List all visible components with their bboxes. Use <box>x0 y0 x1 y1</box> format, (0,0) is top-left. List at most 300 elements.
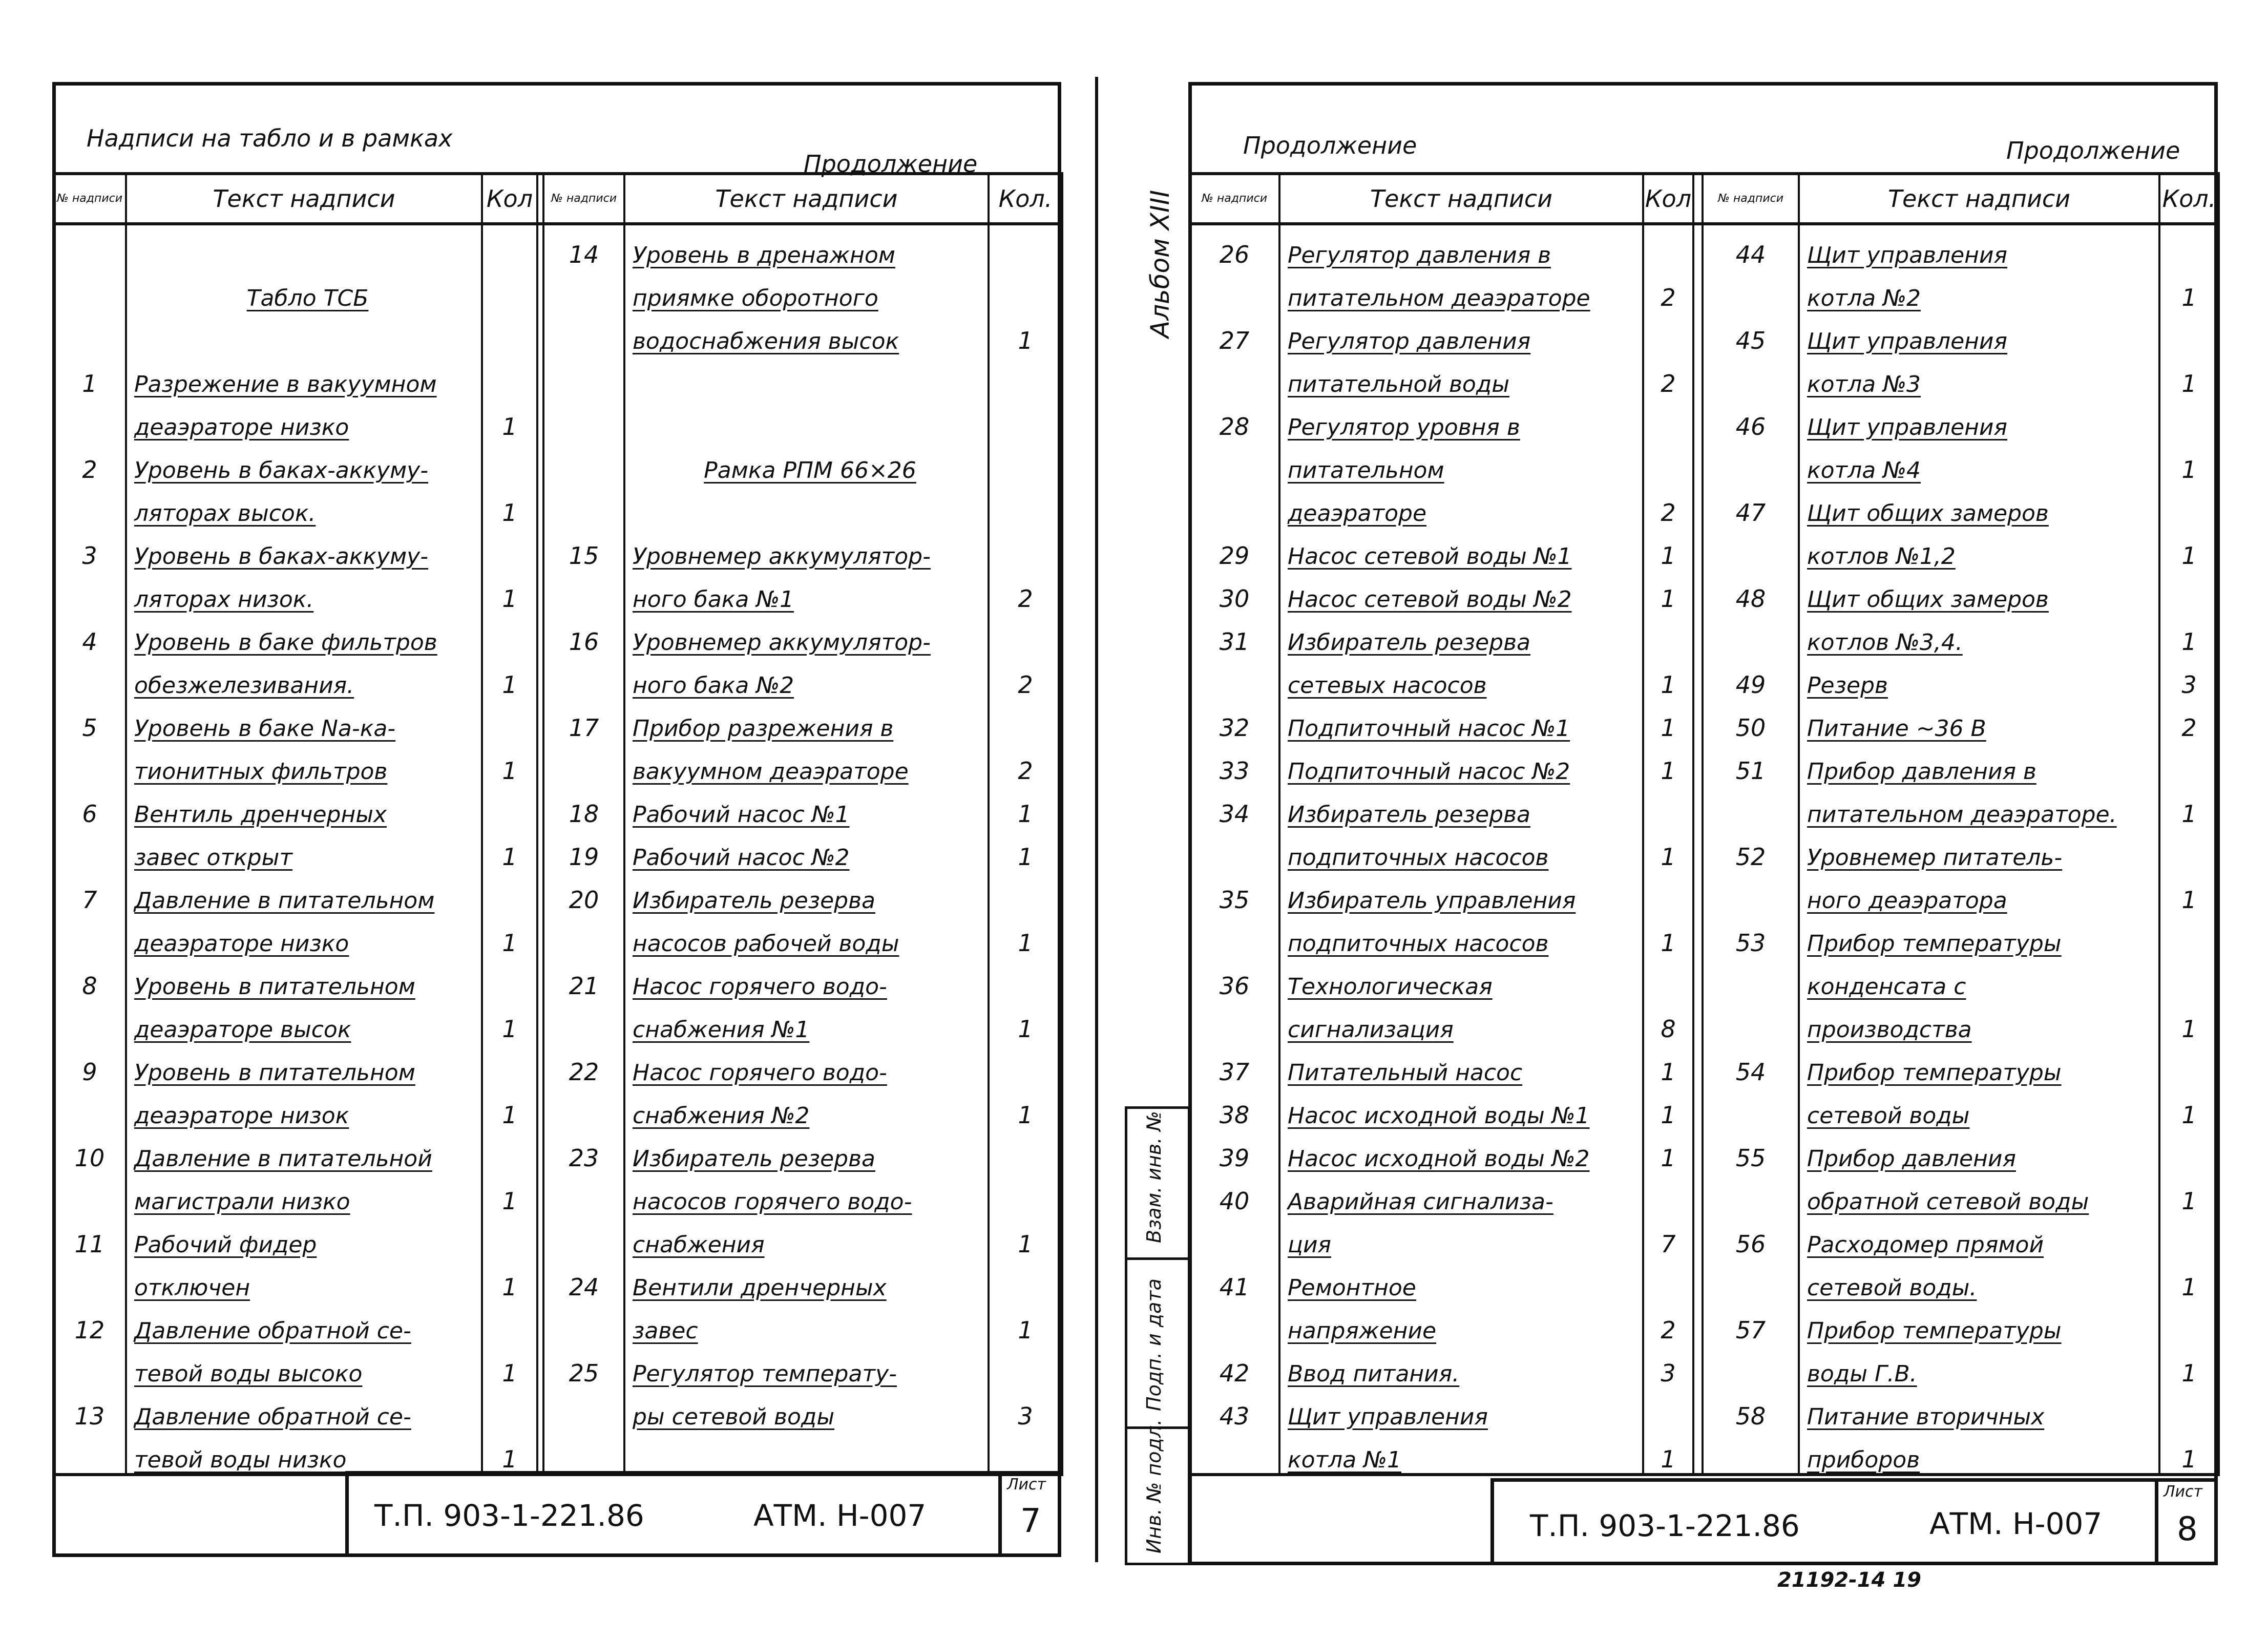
label-number: 52 <box>1703 828 1799 871</box>
col-qty-header: Кол. <box>2159 174 2219 224</box>
label-text: Насос горячего водо- <box>624 957 989 1000</box>
label-text: сетевой воды <box>1799 1086 2159 1129</box>
label-quantity: 1 <box>482 1086 537 1129</box>
label-number <box>543 742 624 785</box>
table-row <box>53 354 1062 397</box>
label-text: Ремонтное <box>1279 1258 1643 1301</box>
label-number <box>543 440 624 484</box>
label-text: Уровнемер питатель- <box>1799 828 2159 871</box>
label-number: 58 <box>1703 1387 1799 1430</box>
label-text: Регулятор уровня в <box>1279 397 1643 440</box>
label-text: Уровень в питательном <box>126 1043 482 1086</box>
label-number <box>543 656 624 699</box>
table-row <box>53 1215 1062 1258</box>
label-text: котлов №1,2 <box>1799 527 2159 570</box>
label-text: Щит общих замеров <box>1799 570 2159 613</box>
table-row <box>1189 1129 2219 1172</box>
label-text: Питание вторичных <box>1799 1387 2159 1430</box>
table-row <box>53 613 1062 656</box>
label-text: конденсата с <box>1799 957 2159 1000</box>
label-text: водоснабжения высок <box>624 311 989 354</box>
label-text: ляторах низок. <box>126 570 482 613</box>
label-quantity <box>482 1043 537 1086</box>
label-text: отключен <box>126 1258 482 1301</box>
label-quantity <box>2159 570 2219 613</box>
label-quantity: 1 <box>1643 914 1693 957</box>
table-row <box>1189 354 2219 397</box>
label-quantity <box>1643 1387 1693 1430</box>
label-quantity <box>1643 1258 1693 1301</box>
label-quantity <box>989 871 1062 914</box>
label-text: котла №1 <box>1279 1430 1643 1475</box>
label-text: Подпиточный насос №1 <box>1279 699 1643 742</box>
label-number <box>53 397 126 440</box>
label-quantity: 1 <box>1643 1086 1693 1129</box>
label-number <box>1189 828 1279 871</box>
label-quantity: 1 <box>482 570 537 613</box>
label-text: Подпиточный насос №2 <box>1279 742 1643 785</box>
label-number: 15 <box>543 527 624 570</box>
label-text: Ввод питания. <box>1279 1344 1643 1387</box>
album-label: Альбом XIII <box>1145 190 1175 338</box>
label-text: деаэраторе низко <box>126 397 482 440</box>
label-text: ного бака №1 <box>624 570 989 613</box>
left-heading: Надписи на табло и в рамках <box>87 124 453 152</box>
label-text: тевой воды высоко <box>126 1344 482 1387</box>
label-text: обезжелезивания. <box>126 656 482 699</box>
label-number: 45 <box>1703 311 1799 354</box>
label-text: Прибор температуры <box>1799 914 2159 957</box>
label-text <box>126 224 482 268</box>
table-row <box>1189 957 2219 1000</box>
right-title-block <box>1490 1478 2218 1565</box>
table-row <box>53 1344 1062 1387</box>
label-quantity: 1 <box>989 1301 1062 1344</box>
label-text: Щит управления <box>1799 224 2159 268</box>
label-text: Уровень в баках-аккуму- <box>126 440 482 484</box>
table-row <box>53 957 1062 1000</box>
label-text <box>624 397 989 440</box>
label-number: 3 <box>53 527 126 570</box>
label-number: 9 <box>53 1043 126 1086</box>
label-quantity <box>2159 484 2219 527</box>
label-text <box>624 484 989 527</box>
label-quantity: 1 <box>2159 1344 2219 1387</box>
label-quantity: 1 <box>989 1215 1062 1258</box>
table-row <box>53 1043 1062 1086</box>
label-text: ры сетевой воды <box>624 1387 989 1430</box>
col-no-header: № надписи <box>53 174 126 224</box>
label-quantity <box>482 440 537 484</box>
label-number <box>1189 440 1279 484</box>
label-number: 39 <box>1189 1129 1279 1172</box>
sheet-label: Лист <box>1007 1476 1046 1494</box>
label-number: 2 <box>53 440 126 484</box>
label-number <box>53 742 126 785</box>
label-text: Прибор давления в <box>1799 742 2159 785</box>
label-quantity <box>989 1129 1062 1172</box>
col-text-header: Текст надписи <box>624 174 989 224</box>
label-text: Насос сетевой воды №2 <box>1279 570 1643 613</box>
label-number: 43 <box>1189 1387 1279 1430</box>
label-text: Избиратель управления <box>1279 871 1643 914</box>
left-continuation: Продолжение <box>804 150 978 178</box>
label-text: Вентили дренчерных <box>624 1258 989 1301</box>
label-text: Уровень в питательном <box>126 957 482 1000</box>
label-text: питательном деаэраторе <box>1279 268 1643 311</box>
label-number: 22 <box>543 1043 624 1086</box>
label-number <box>543 268 624 311</box>
label-text: Прибор температуры <box>1799 1043 2159 1086</box>
label-number: 32 <box>1189 699 1279 742</box>
label-quantity <box>482 527 537 570</box>
table-row <box>1189 785 2219 828</box>
label-text: Избиратель резерва <box>624 871 989 914</box>
label-text: подпиточных насосов <box>1279 914 1643 957</box>
label-text: снабжения <box>624 1215 989 1258</box>
table-row <box>1189 914 2219 957</box>
label-number <box>1703 354 1799 397</box>
document-code: АТМ. Н-007 <box>1929 1506 2103 1541</box>
label-quantity: 1 <box>482 828 537 871</box>
label-quantity <box>1643 785 1693 828</box>
label-quantity <box>989 527 1062 570</box>
table-row <box>53 914 1062 957</box>
label-text: сетевой воды. <box>1799 1258 2159 1301</box>
label-quantity: 2 <box>1643 484 1693 527</box>
table-row <box>1189 570 2219 613</box>
table-row <box>53 570 1062 613</box>
left-table <box>52 172 1063 1476</box>
label-text: Щит управления <box>1799 397 2159 440</box>
label-quantity <box>1643 311 1693 354</box>
label-text: напряжение <box>1279 1301 1643 1344</box>
table-row <box>1189 1430 2219 1475</box>
col-no-header: № надписи <box>1189 174 1279 224</box>
label-quantity: 1 <box>2159 440 2219 484</box>
label-text: Рабочий насос №1 <box>624 785 989 828</box>
table-row <box>1189 1172 2219 1215</box>
label-text: Щит управления <box>1279 1387 1643 1430</box>
label-quantity <box>482 1215 537 1258</box>
table-row <box>53 1258 1062 1301</box>
table-row <box>53 785 1062 828</box>
label-number <box>1703 785 1799 828</box>
label-quantity <box>1643 1172 1693 1215</box>
label-quantity <box>2159 1129 2219 1172</box>
label-number <box>1703 1258 1799 1301</box>
table-row <box>1189 311 2219 354</box>
label-text: Насос сетевой воды №1 <box>1279 527 1643 570</box>
label-quantity <box>989 699 1062 742</box>
col-text-header: Текст надписи <box>1799 174 2159 224</box>
label-quantity <box>989 354 1062 397</box>
table-row <box>53 656 1062 699</box>
label-number <box>1703 268 1799 311</box>
label-text: ляторах высок. <box>126 484 482 527</box>
label-number <box>1189 1430 1279 1475</box>
table-row <box>1189 268 2219 311</box>
label-quantity <box>2159 1215 2219 1258</box>
label-text: снабжения №2 <box>624 1086 989 1129</box>
label-number <box>53 914 126 957</box>
label-number: 28 <box>1189 397 1279 440</box>
label-number: 4 <box>53 613 126 656</box>
label-number: 8 <box>53 957 126 1000</box>
label-number: 21 <box>543 957 624 1000</box>
label-quantity: 1 <box>482 656 537 699</box>
label-number <box>543 570 624 613</box>
label-number <box>1703 1172 1799 1215</box>
sheet-number: 7 <box>1020 1502 1041 1540</box>
label-text: деаэраторе низок <box>126 1086 482 1129</box>
label-quantity: 1 <box>1643 699 1693 742</box>
label-quantity: 1 <box>482 1258 537 1301</box>
label-quantity <box>482 957 537 1000</box>
project-code: Т.П. 903-1-221.86 <box>374 1498 644 1533</box>
col-no-header: № надписи <box>543 174 624 224</box>
label-text: Рамка РПМ 66×26 <box>624 440 989 484</box>
label-text: приборов <box>1799 1430 2159 1475</box>
label-text: сетевых насосов <box>1279 656 1643 699</box>
table-row <box>53 224 1062 268</box>
table-row <box>53 871 1062 914</box>
col-qty-header: Кол <box>1643 174 1693 224</box>
label-number <box>543 1086 624 1129</box>
label-quantity <box>2159 742 2219 785</box>
label-number: 38 <box>1189 1086 1279 1129</box>
label-text: Насос исходной воды №2 <box>1279 1129 1643 1172</box>
label-text: завес <box>624 1301 989 1344</box>
label-text: питательном <box>1279 440 1643 484</box>
label-number <box>53 484 126 527</box>
label-number <box>1703 871 1799 914</box>
label-quantity: 1 <box>989 785 1062 828</box>
label-number <box>1703 440 1799 484</box>
label-quantity: 2 <box>989 570 1062 613</box>
label-number <box>1703 1344 1799 1387</box>
table-row <box>53 1172 1062 1215</box>
label-quantity <box>482 871 537 914</box>
label-quantity: 1 <box>2159 871 2219 914</box>
label-quantity: 1 <box>989 1000 1062 1043</box>
label-number: 26 <box>1189 224 1279 268</box>
table-row <box>1189 1215 2219 1258</box>
label-text: Технологическая <box>1279 957 1643 1000</box>
label-number <box>1189 1301 1279 1344</box>
table-row <box>1189 1000 2219 1043</box>
side-label-replacement: Взам. инв. № <box>1143 1110 1165 1243</box>
label-number: 41 <box>1189 1258 1279 1301</box>
label-text: питательной воды <box>1279 354 1643 397</box>
label-quantity: 1 <box>482 1430 537 1475</box>
label-quantity: 2 <box>989 656 1062 699</box>
label-quantity <box>1643 440 1693 484</box>
label-number <box>53 1086 126 1129</box>
label-number: 30 <box>1189 570 1279 613</box>
label-text: тевой воды низко <box>126 1430 482 1475</box>
label-quantity: 1 <box>2159 1000 2219 1043</box>
label-number: 35 <box>1189 871 1279 914</box>
label-quantity: 1 <box>989 828 1062 871</box>
label-number: 44 <box>1703 224 1799 268</box>
label-number <box>543 1387 624 1430</box>
label-text: Регулятор давления <box>1279 311 1643 354</box>
label-quantity: 1 <box>482 914 537 957</box>
label-text: Уровень в дренажном <box>624 224 989 268</box>
label-number: 40 <box>1189 1172 1279 1215</box>
table-row <box>1189 871 2219 914</box>
label-text: подпиточных насосов <box>1279 828 1643 871</box>
label-number: 20 <box>543 871 624 914</box>
side-approval-strip <box>1125 1106 1190 1565</box>
label-quantity <box>482 354 537 397</box>
right-continuation-right: Продолжение <box>2006 137 2180 164</box>
label-text: магистрали низко <box>126 1172 482 1215</box>
label-number <box>1703 1430 1799 1475</box>
label-text: Давление обратной се- <box>126 1387 482 1430</box>
col-no-header: № надписи <box>1703 174 1799 224</box>
label-text: деаэраторе <box>1279 484 1643 527</box>
label-number: 51 <box>1703 742 1799 785</box>
label-quantity <box>989 1043 1062 1086</box>
label-quantity <box>989 1172 1062 1215</box>
label-quantity <box>989 440 1062 484</box>
label-number <box>1703 1086 1799 1129</box>
label-number: 55 <box>1703 1129 1799 1172</box>
label-number <box>543 354 624 397</box>
label-quantity <box>2159 397 2219 440</box>
label-text: насосов рабочей воды <box>624 914 989 957</box>
label-number: 1 <box>53 354 126 397</box>
label-number <box>1703 1000 1799 1043</box>
table-row <box>53 1301 1062 1344</box>
table-row <box>53 397 1062 440</box>
label-number: 54 <box>1703 1043 1799 1086</box>
label-quantity <box>989 613 1062 656</box>
label-quantity <box>989 224 1062 268</box>
label-quantity: 1 <box>2159 613 2219 656</box>
label-number <box>53 828 126 871</box>
label-quantity <box>2159 828 2219 871</box>
project-code: Т.П. 903-1-221.86 <box>1530 1508 1800 1543</box>
label-quantity <box>2159 224 2219 268</box>
label-quantity <box>482 224 537 268</box>
table-row <box>53 1000 1062 1043</box>
label-quantity <box>989 397 1062 440</box>
label-number: 23 <box>543 1129 624 1172</box>
label-text: Уровень в баке фильтров <box>126 613 482 656</box>
label-quantity <box>482 613 537 656</box>
label-number <box>53 224 126 268</box>
label-number <box>53 311 126 354</box>
label-quantity: 7 <box>1643 1215 1693 1258</box>
label-quantity: 2 <box>989 742 1062 785</box>
label-number: 13 <box>53 1387 126 1430</box>
label-number <box>543 1301 624 1344</box>
label-quantity <box>2159 914 2219 957</box>
table-row <box>53 699 1062 742</box>
label-quantity: 1 <box>2159 1172 2219 1215</box>
label-quantity: 2 <box>2159 699 2219 742</box>
side-label-signature-date: Подп. и дата <box>1143 1278 1165 1411</box>
label-number: 6 <box>53 785 126 828</box>
table-row <box>53 1387 1062 1430</box>
label-quantity: 1 <box>2159 268 2219 311</box>
label-text: котла №4 <box>1799 440 2159 484</box>
label-text: котла №3 <box>1799 354 2159 397</box>
table-row <box>1189 656 2219 699</box>
label-quantity: 1 <box>1643 1430 1693 1475</box>
table-row <box>1189 1387 2219 1430</box>
label-text: вакуумном деаэраторе <box>624 742 989 785</box>
label-quantity <box>2159 1387 2219 1430</box>
label-number <box>1189 354 1279 397</box>
label-number <box>53 1430 126 1475</box>
label-text: обратной сетевой воды <box>1799 1172 2159 1215</box>
label-number <box>543 1430 624 1475</box>
label-number: 37 <box>1189 1043 1279 1086</box>
label-quantity <box>1643 871 1693 914</box>
label-quantity <box>482 1301 537 1344</box>
table-row <box>1189 742 2219 785</box>
label-quantity <box>482 1129 537 1172</box>
label-text: тионитных фильтров <box>126 742 482 785</box>
sheet-number-cell <box>2155 1482 2214 1562</box>
label-number: 10 <box>53 1129 126 1172</box>
label-quantity: 1 <box>482 1000 537 1043</box>
table-row <box>1189 699 2219 742</box>
table-row <box>53 527 1062 570</box>
label-text: Регулятор температу- <box>624 1344 989 1387</box>
label-quantity: 1 <box>482 1172 537 1215</box>
col-text-header: Текст надписи <box>1279 174 1643 224</box>
table-row <box>53 440 1062 484</box>
label-number <box>543 397 624 440</box>
label-quantity: 1 <box>989 311 1062 354</box>
label-number <box>53 1344 126 1387</box>
table-row <box>53 742 1062 785</box>
label-number: 24 <box>543 1258 624 1301</box>
page-gutter-line <box>1095 77 1098 1562</box>
label-quantity: 1 <box>2159 1430 2219 1475</box>
label-text: Прибор температуры <box>1799 1301 2159 1344</box>
table-row <box>1189 1086 2219 1129</box>
label-number: 7 <box>53 871 126 914</box>
label-number: 27 <box>1189 311 1279 354</box>
label-number <box>543 484 624 527</box>
label-number: 46 <box>1703 397 1799 440</box>
label-number: 48 <box>1703 570 1799 613</box>
label-text: котлов №3,4. <box>1799 613 2159 656</box>
label-text: деаэраторе низко <box>126 914 482 957</box>
label-text: Рабочий фидер <box>126 1215 482 1258</box>
label-quantity: 1 <box>2159 785 2219 828</box>
label-number <box>1703 527 1799 570</box>
col-qty-header: Кол. <box>989 174 1062 224</box>
label-number: 17 <box>543 699 624 742</box>
label-quantity: 2 <box>1643 268 1693 311</box>
label-number: 16 <box>543 613 624 656</box>
label-quantity: 3 <box>989 1387 1062 1430</box>
label-text <box>126 311 482 354</box>
label-number: 53 <box>1703 914 1799 957</box>
label-text: насосов горячего водо- <box>624 1172 989 1215</box>
label-quantity: 1 <box>1643 1129 1693 1172</box>
label-text: Избиратель резерва <box>624 1129 989 1172</box>
col-qty-header: Кол <box>482 174 537 224</box>
sheet-number-cell <box>998 1475 1058 1553</box>
